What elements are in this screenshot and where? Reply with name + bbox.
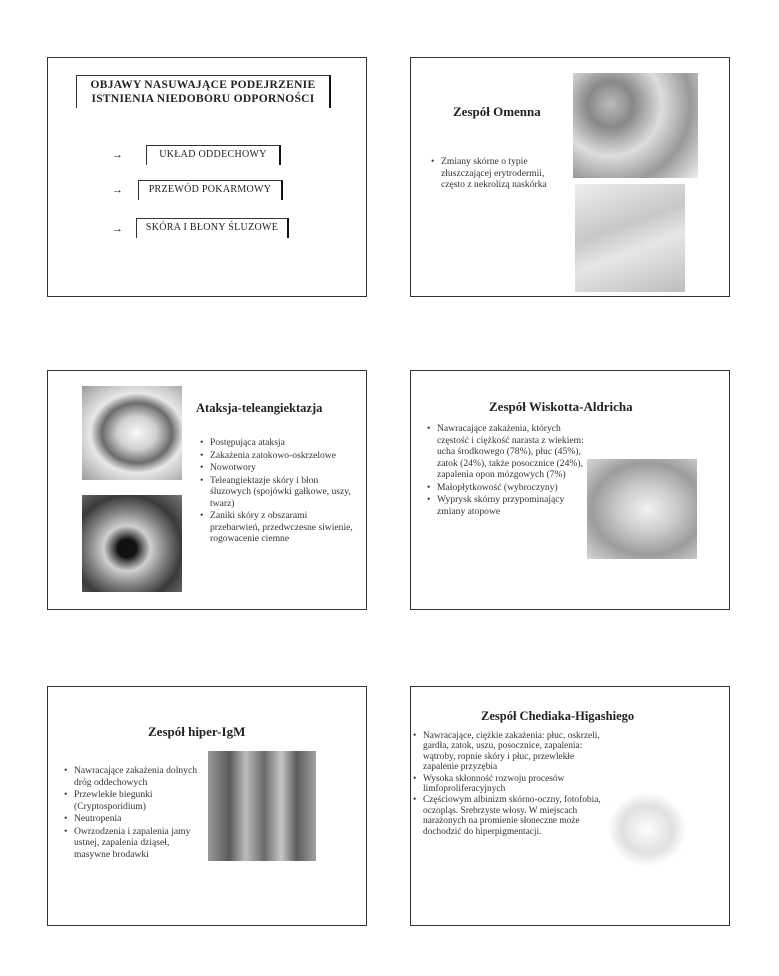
bullet-list bbox=[62, 765, 207, 861]
list-item: • Nawracające zakażenia dolnych dróg oddechowych bbox=[62, 765, 207, 788]
item-skin-mucosa: SKÓRA I BŁONY ŚLUZOWE bbox=[136, 218, 289, 238]
list-item: • Nowotwory bbox=[198, 462, 358, 474]
item-respiratory: UKŁAD ODDECHOWY bbox=[146, 145, 281, 165]
list-item: • Zaniki skóry z obszarami przebarwień, przedwczesne siwienie, rogowacenie ciemne bbox=[198, 510, 358, 545]
slide-title: Zespół Wiskotta-Aldricha bbox=[489, 399, 633, 414]
arrow-icon: → bbox=[112, 223, 123, 235]
list-item: • Częściowym albinizm skórno-oczny, fotofobia, oczopląs. Srebrzyste włosy. W miejscach narażonych na promienie słoneczne może dochodzić do hiperpigmentacji. bbox=[411, 795, 607, 837]
ear-photo bbox=[82, 386, 182, 480]
list-item: • Przewlekłe biegunki (Cryptosporidium) bbox=[62, 789, 207, 812]
arrow-icon: → bbox=[112, 149, 123, 161]
face-photo bbox=[587, 459, 697, 559]
list-item: • Wyprysk skórny przypominający zmiany atopowe bbox=[425, 494, 590, 517]
child-photo bbox=[607, 792, 687, 867]
list-item: • Teleangiektazje skóry i błon śluzowych (spojówki gałkowe, uszy, twarz) bbox=[198, 475, 358, 510]
list-item: • Owrzodzenia i zapalenia jamy ustnej, zapalenia dziąseł, masywne brodawki bbox=[62, 826, 207, 861]
list-item: • Wysoka skłonność rozwoju procesów limfoproliferacyjnych bbox=[411, 774, 607, 795]
skin-photo bbox=[575, 184, 685, 292]
bullet-list bbox=[425, 423, 590, 518]
list-item: • Neutropenia bbox=[62, 813, 207, 825]
slide-wiskott-aldrich bbox=[410, 370, 730, 610]
bullet-list bbox=[411, 731, 607, 838]
slide-ataxia-telangiectasia bbox=[47, 370, 367, 610]
hand-photo bbox=[208, 751, 316, 861]
slide-immunodeficiency-symptoms bbox=[47, 57, 367, 297]
bullet-list bbox=[429, 156, 569, 192]
slide-title: Ataksja-teleangiektazja bbox=[196, 401, 323, 415]
slide-title: Zespół Chediaka-Higashiego bbox=[481, 709, 635, 723]
slide-title: Zespół hiper-IgM bbox=[148, 724, 246, 739]
bullet-list bbox=[198, 437, 358, 546]
skin-photo bbox=[573, 73, 698, 178]
slide-omenn bbox=[410, 57, 730, 297]
arrow-icon: → bbox=[112, 184, 123, 196]
list-item: • Małopłytkowość (wybroczyny) bbox=[425, 482, 590, 494]
eye-photo bbox=[82, 495, 182, 592]
slide-chediak-higashi bbox=[410, 686, 730, 926]
slide-title: OBJAWY NASUWAJĄCE PODEJRZENIE ISTNIENIA NIEDOBORU ODPORNOŚCI bbox=[76, 75, 331, 108]
list-item: • Postępująca ataksja bbox=[198, 437, 358, 449]
slide-hyper-igm bbox=[47, 686, 367, 926]
list-item: • Nawracające, ciężkie zakażenia: płuc, oskrzeli, gardła, zatok, uszu, posocznice, zapalenia: wątroby, ropnie skóry i płuc, przewlekłe zapalenie przyzębia bbox=[411, 731, 607, 773]
list-item: • Zmiany skórne o typie złuszczającej erytrodermii, często z nekrolizą naskórka bbox=[429, 156, 569, 191]
list-item: • Zakażenia zatokowo-oskrzelowe bbox=[198, 450, 358, 462]
list-item: • Nawracające zakażenia, których częstość i ciężkość narasta z wiekiem: ucha środkowego (78%), płuc (45%), zatok (24%), także posocznice (24%), zapalenia opon mózgowych (7%) bbox=[425, 423, 590, 481]
slide-title: Zespół Omenna bbox=[453, 104, 541, 119]
item-digestive: PRZEWÓD POKARMOWY bbox=[138, 180, 283, 200]
